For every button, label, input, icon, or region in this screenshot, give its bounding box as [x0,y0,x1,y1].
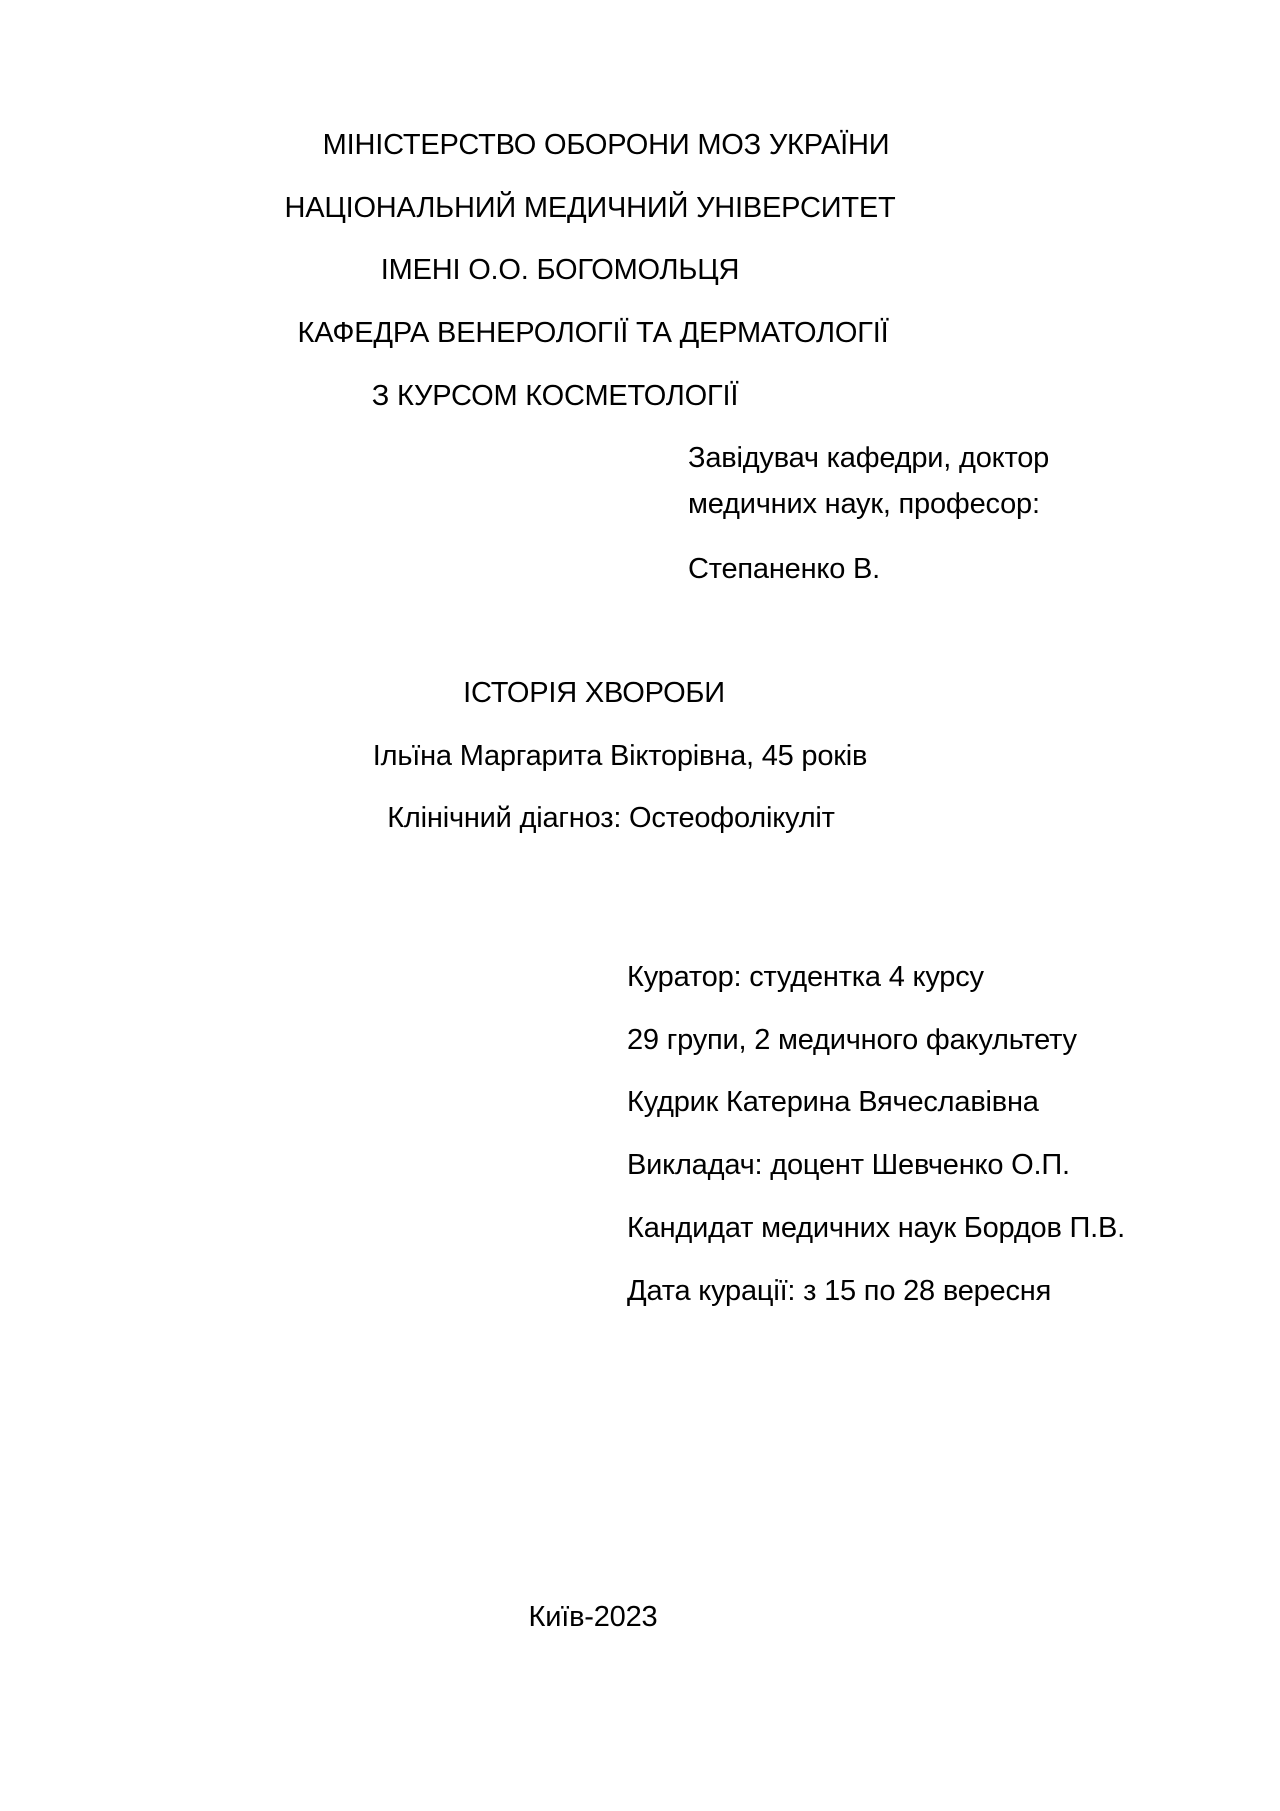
teacher-line: Викладач: доцент Шевченко О.П. [627,1149,1070,1181]
head-name: Степаненко В. [688,553,881,585]
curator-name-line: Кудрик Катерина Вячеславівна [627,1086,1039,1118]
department-heading: КАФЕДРА ВЕНЕРОЛОГІЇ ТА ДЕРМАТОЛОГІЇ [297,317,889,349]
department-course-heading: З КУРСОМ КОСМЕТОЛОГІЇ [371,380,739,412]
patient-info: Ільїна Маргарита Вікторівна, 45 років [372,740,868,772]
ministry-heading: МІНІСТЕРСТВО ОБОРОНИ МОЗ УКРАЇНИ [322,129,890,161]
university-name-heading: ІМЕНІ О.О. БОГОМОЛЬЦЯ [380,254,740,286]
clinical-diagnosis: Клінічний діагноз: Остеофолікуліт [387,802,835,834]
university-heading: НАЦІОНАЛЬНИЙ МЕДИЧНИЙ УНІВЕРСИТЕТ [284,192,896,224]
head-title-line2: медичних наук, професор: [688,488,1040,520]
head-title-line1: Завідувач кафедри, доктор [688,442,1050,474]
case-title: ІСТОРІЯ ХВОРОБИ [463,677,725,709]
curator-group-line: 29 групи, 2 медичного факультету [627,1024,1077,1056]
city-year: Київ-2023 [528,1601,658,1633]
curator-line: Куратор: студентка 4 курсу [627,961,984,993]
candidate-line: Кандидат медичних наук Бордов П.В. [627,1212,1126,1244]
curation-date-line: Дата курації: з 15 по 28 вересня [627,1275,1052,1307]
